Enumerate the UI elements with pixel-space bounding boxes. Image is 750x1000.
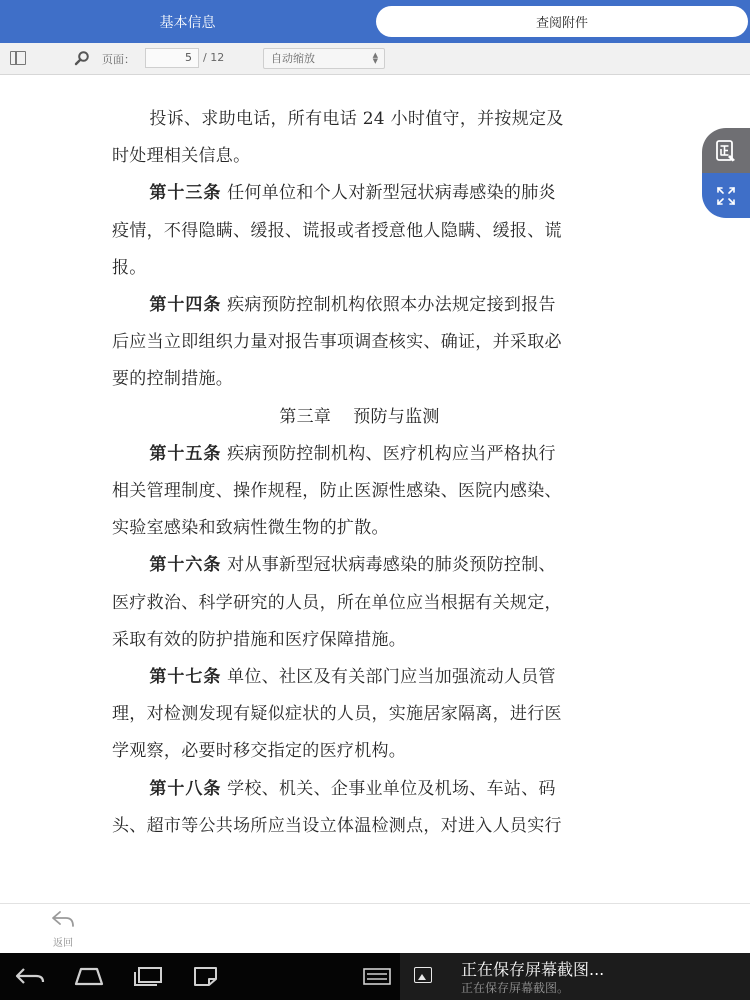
text-line: 要的控制措施。 xyxy=(112,369,234,390)
fullscreen-button[interactable] xyxy=(702,173,750,218)
text-line: 理，对检测发现有疑似症状的人员，实施居家隔离，进行医 xyxy=(112,704,562,725)
sidebar-toggle-icon[interactable] xyxy=(10,51,26,65)
tab-basic-info[interactable]: 基本信息 xyxy=(159,14,216,31)
article-16 xyxy=(112,547,607,659)
text-line: 采取有效的防护措施和医疗保障措施。 xyxy=(112,629,407,650)
article-number: 第十六条 xyxy=(149,555,222,576)
back-arrow-icon xyxy=(51,910,75,928)
text-line: 实验室感染和致病性微生物的扩散。 xyxy=(112,518,389,539)
text-line: 疾病预防控制机构、医疗机构应当严格执行 xyxy=(227,443,556,464)
page-label: 页面： xyxy=(102,53,135,66)
article-14 xyxy=(112,287,607,399)
back-button[interactable] xyxy=(46,910,80,950)
screenshot-toast[interactable] xyxy=(400,953,750,1000)
text-line: 疾病预防控制机构依照本办法规定接到报告 xyxy=(227,295,556,316)
pdf-document xyxy=(0,75,750,903)
zoom-value: 自动缩放 xyxy=(271,52,315,65)
article-18 xyxy=(112,771,607,845)
article-number: 第十五条 xyxy=(149,443,222,464)
text-line: 相关管理制度、操作规程，防止医源性感染、医院内感染、 xyxy=(112,481,562,502)
paragraph xyxy=(112,101,607,175)
pdf-toolbar xyxy=(0,43,750,75)
select-arrows-icon: ▲ ▼ xyxy=(372,51,378,65)
tab-view-attachment[interactable]: 查阅附件 xyxy=(376,6,748,37)
text-line: 单位、社区及有关部门应当加强流动人员管 xyxy=(227,667,556,688)
page-number-input[interactable]: 5 xyxy=(145,48,199,68)
article-13 xyxy=(112,175,607,287)
article-17 xyxy=(112,659,607,771)
chapter-heading xyxy=(112,399,607,436)
system-nav-bar xyxy=(0,953,750,1000)
system-back-icon[interactable] xyxy=(14,965,46,987)
zoom-select[interactable] xyxy=(263,48,385,69)
back-label: 返回 xyxy=(53,938,73,949)
article-number: 第十八条 xyxy=(149,778,222,799)
tab-bar xyxy=(0,0,750,43)
search-icon[interactable] xyxy=(74,50,90,66)
toast-title: 正在保存屏幕截图... xyxy=(461,960,605,979)
text-line: 报。 xyxy=(112,257,147,278)
text-line: 头、超市等公共场所应当设立体温检测点，对进入人员实行 xyxy=(112,815,562,836)
text-line: 后应当立即组织力量对报告事项调查核实、确证，并采取必 xyxy=(112,332,562,353)
text-line: 学观察，必要时移交指定的医疗机构。 xyxy=(112,741,407,762)
image-icon xyxy=(414,967,432,983)
text-line: 学校、机关、企事业单位及机场、车站、码 xyxy=(227,778,556,799)
system-home-icon[interactable] xyxy=(72,965,106,987)
text-line: 任何单位和个人对新型冠状病毒感染的肺炎 xyxy=(227,183,556,204)
page-total: / 12 xyxy=(203,51,225,64)
chapter-number: 第三章 xyxy=(279,406,332,427)
chapter-title: 预防与监测 xyxy=(353,406,440,427)
text-line: 时处理相关信息。 xyxy=(112,146,251,167)
text-line: 医疗救治、科学研究的人员，所在单位应当根据有关规定， xyxy=(112,592,562,613)
toast-subtitle: 正在保存屏幕截图。 xyxy=(461,981,570,995)
document-text xyxy=(112,101,607,845)
text-mode-button[interactable] xyxy=(702,128,750,173)
article-number: 第十七条 xyxy=(149,667,222,688)
text-line: 疫情，不得隐瞒、缓报、谎报或者授意他人隐瞒、缓报、谎 xyxy=(112,220,562,241)
article-number: 第十四条 xyxy=(149,295,222,316)
bottom-bar xyxy=(0,903,750,953)
text-line: 投诉、求助电话，所有电话 24 小时值守，并按规定及 xyxy=(149,109,564,129)
expand-icon xyxy=(716,186,736,206)
floating-tools xyxy=(702,128,750,218)
system-recents-icon[interactable] xyxy=(132,965,164,987)
system-menu-icon[interactable] xyxy=(362,965,392,987)
text-mode-icon xyxy=(715,139,737,163)
article-number: 第十三条 xyxy=(149,183,222,204)
article-15 xyxy=(112,436,607,548)
system-screenshot-icon[interactable] xyxy=(192,965,220,987)
text-line: 对从事新型冠状病毒感染的肺炎预防控制、 xyxy=(227,555,556,576)
